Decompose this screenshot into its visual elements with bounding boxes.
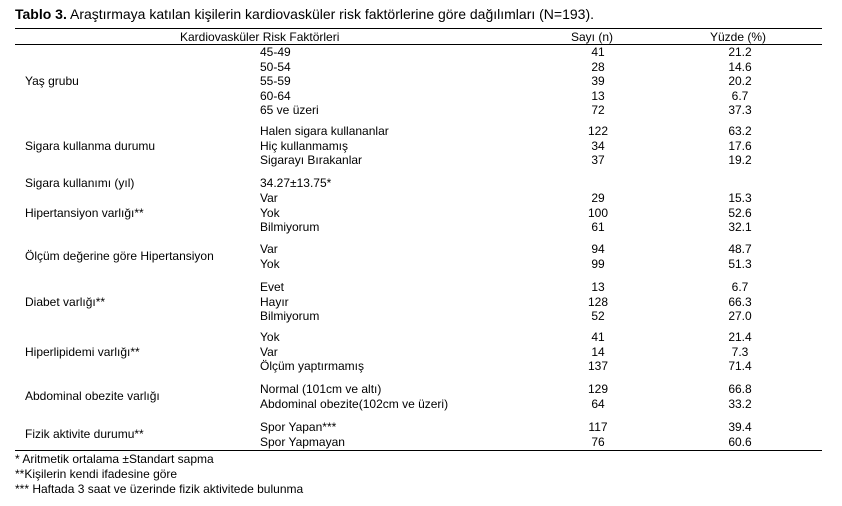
caption-label: Tablo 3. (15, 6, 67, 22)
count-cell: 128 (587, 294, 609, 309)
percent-cell: 6.7 (731, 88, 749, 103)
caption-text: Araştırmaya katılan kişilerin kardiovasküler risk faktörlerine göre dağılımları (N=193). (66, 6, 595, 22)
category-label: Diabet varlığı** (25, 294, 106, 309)
percent-cell: 63.2 (728, 124, 752, 138)
percent-cell: 66.8 (728, 382, 752, 396)
count-cell: 41 (591, 330, 605, 344)
category-label: Sigara kullanımı (yıl) (25, 176, 135, 190)
percent-cell: 21.4 (728, 330, 752, 344)
subcategory-label: Bilmiyorum (260, 309, 320, 324)
subcategory-label: 55-59 (260, 74, 291, 89)
bottom-rule (15, 450, 822, 451)
percent-cell: 7.3 (731, 344, 749, 359)
percent-cell: 60.6 (728, 434, 752, 449)
percent-cell: 32.1 (728, 220, 752, 235)
percent-cell: 17.6 (728, 138, 752, 153)
subcategory-label: Var (260, 191, 278, 205)
category-label: Hipertansiyon varlığı** (25, 205, 144, 220)
category-label: Yaş grubu (25, 74, 79, 89)
count-cell: 34 (591, 138, 605, 153)
count-cell: 129 (587, 382, 609, 396)
count-cell: 29 (591, 191, 605, 205)
percent-cell: 27.0 (728, 309, 752, 324)
header-factor: Kardiovasküler Risk Faktörleri (180, 30, 340, 44)
count-cell: 52 (591, 309, 605, 324)
count-cell: 41 (591, 45, 605, 59)
count-cell: 61 (591, 220, 605, 235)
footnote-1: * Aritmetik ortalama ±Standart sapma (15, 452, 214, 466)
category-label: Ölçüm değerine göre Hipertansiyon (25, 249, 214, 264)
percent-cell: 15.3 (728, 191, 752, 205)
count-cell: 76 (591, 434, 605, 449)
subcategory-label: Halen sigara kullananlar (260, 124, 389, 138)
percent-cell: 37.3 (728, 103, 752, 118)
subcategory-label: Yok (260, 256, 280, 271)
count-cell: 37 (591, 153, 605, 168)
count-cell: 13 (591, 88, 605, 103)
subcategory-label: 45-49 (260, 45, 291, 59)
category-label: Hiperlipidemi varlığı** (25, 344, 140, 359)
percent-cell: 48.7 (728, 242, 752, 256)
count-cell: 28 (591, 59, 605, 74)
subcategory-label: Ölçüm yaptırmamış (260, 359, 365, 374)
subcategory-label: Abdominal obezite(102cm ve üzeri) (260, 396, 449, 411)
percent-cell: 21.2 (728, 45, 752, 59)
count-cell: 122 (587, 124, 609, 138)
percent-cell: 20.2 (728, 74, 752, 89)
percent-cell: 71.4 (728, 359, 752, 374)
subcategory-label: Evet (260, 280, 285, 294)
top-rule (15, 28, 822, 29)
subcategory-label: Hayır (260, 294, 289, 309)
subcategory-label: Spor Yapan*** (260, 420, 337, 434)
header-percent: Yüzde (%) (710, 30, 767, 44)
header-rule (15, 44, 822, 45)
subcategory-label: 60-64 (260, 88, 291, 103)
subcategory-label: Var (260, 344, 278, 359)
subcategory-label: 34.27±13.75* (260, 176, 332, 190)
header-count: Sayı (n) (571, 30, 614, 44)
subcategory-label: 50-54 (260, 59, 291, 74)
count-cell: 117 (588, 420, 608, 434)
percent-cell: 33.2 (728, 396, 752, 411)
percent-cell: 51.3 (728, 256, 752, 271)
table-caption (15, 6, 594, 22)
subcategory-label: Bilmiyorum (260, 220, 320, 235)
category-label: Fizik aktivite durumu** (25, 427, 144, 442)
count-cell: 94 (591, 242, 605, 256)
count-cell: 13 (591, 280, 605, 294)
subcategory-label: Normal (101cm ve altı) (260, 382, 382, 396)
count-cell: 14 (591, 344, 605, 359)
count-cell: 39 (591, 74, 605, 89)
subcategory-label: Yok (260, 205, 280, 220)
subcategory-label: Yok (260, 330, 280, 344)
subcategory-label: Spor Yapmayan (260, 434, 345, 449)
subcategory-label: 65 ve üzeri (260, 103, 319, 118)
category-label: Sigara kullanma durumu (25, 138, 156, 153)
count-cell: 100 (587, 205, 609, 220)
subcategory-label: Var (260, 242, 278, 256)
percent-cell: 6.7 (731, 280, 749, 294)
count-cell: 137 (587, 359, 609, 374)
count-cell: 99 (591, 256, 605, 271)
footnote-3: *** Haftada 3 saat ve üzerinde fizik aktivitede bulunma (15, 482, 304, 496)
subcategory-label: Hiç kullanmamış (260, 138, 349, 153)
percent-cell: 66.3 (728, 294, 752, 309)
count-cell: 72 (591, 103, 605, 118)
count-cell: 64 (591, 396, 605, 411)
percent-cell: 14.6 (728, 59, 752, 74)
subcategory-label: Sigarayı Bırakanlar (260, 153, 363, 168)
percent-cell: 52.6 (728, 205, 752, 220)
category-label: Abdominal obezite varlığı (25, 389, 160, 404)
percent-cell: 19.2 (728, 153, 752, 168)
percent-cell: 39.4 (728, 420, 752, 434)
footnote-2: **Kişilerin kendi ifadesine göre (15, 467, 178, 481)
